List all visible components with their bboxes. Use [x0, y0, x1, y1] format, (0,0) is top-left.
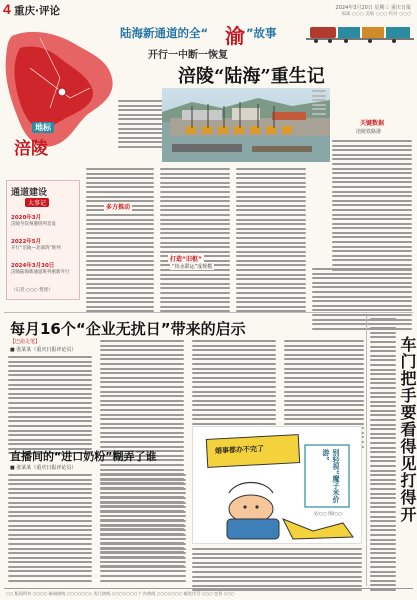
banner-title-char: 渝 — [225, 24, 245, 48]
issue-info: 2024年3月20日 星期三 重庆日报 — [335, 5, 411, 11]
section-title: 重庆·评论 — [14, 5, 60, 17]
side-column-title: 车门把手要看得见打得开 — [398, 336, 417, 523]
events-box-title: 通道建设 — [11, 188, 48, 198]
event-date: 2022年5月 — [11, 239, 42, 245]
place-label: 地标 — [32, 122, 54, 133]
cartoon-caption-title: 别轻视“魔子米价游” — [322, 449, 340, 503]
series-banner — [118, 20, 318, 46]
second-col-1 — [8, 474, 92, 584]
event-date: 2024年3月30日 — [11, 263, 55, 269]
event-text: 开行“涪陵—北部湾”班列 — [11, 246, 61, 251]
sidebar-title: 关键数据 — [360, 120, 385, 127]
feature-body-col-4 — [312, 268, 412, 332]
commentary-byline: ■ 张某某（重庆日报评论员） — [10, 347, 77, 353]
footer-rule — [4, 588, 413, 589]
section-divider — [4, 312, 413, 313]
banner-title-suffix: ”故事 — [246, 26, 277, 40]
section-heading-2: 打造“旧枢” — [170, 256, 202, 263]
cartoon-sign-text: 婚事都办不完了 — [214, 444, 265, 456]
place-badge — [10, 122, 68, 166]
side-column-divider — [366, 316, 367, 586]
commentary-headline: 每月16个“企业无扰日”带来的启示 — [10, 320, 246, 338]
sidebar-text — [332, 140, 412, 278]
section-subheading-2: “快水联运”成规模 — [172, 264, 213, 270]
feature-body-col-3 — [236, 168, 306, 315]
events-box — [6, 180, 80, 300]
train-illustration — [306, 20, 414, 48]
cartoon — [192, 426, 362, 544]
banner-title-prefix: 陆海新通道的全“ — [120, 26, 209, 40]
second-headline: 直播间的“进口奶粉”糊弄了谁 — [10, 450, 157, 463]
event-text: 涪陵陆海新通道班列重新开行 — [11, 270, 70, 275]
commentary-tag: 【巴渝走笔】 — [10, 339, 41, 345]
second-byline: ■ 张某某（重庆日报评论员） — [10, 465, 77, 471]
section-heading-1: 多方推动 — [106, 204, 131, 211]
feature-body-col-2 — [160, 168, 230, 315]
second-col-2 — [100, 474, 186, 584]
events-credit: （记者 ○○○ 整理） — [11, 288, 53, 293]
side-column-text — [370, 318, 396, 594]
masthead — [0, 0, 417, 20]
edition-tags: 编辑 ○○○ 美编 ○○○ 校对 ○○○ — [341, 12, 411, 17]
feature-kicker: 开行一中断一恢复 — [148, 50, 228, 61]
feature-body-col-1 — [86, 168, 154, 315]
cartoon-credit: 文/○○ 图/○○ — [313, 512, 343, 517]
footer-text: ○○ 版权所有 ○○○○ 新闻热线 ○○○○○○○ 发行热线 ○○○○○○○ 广告热线 ○○○○○○○ 邮发代号 ○○○ 定价 ○○○ — [6, 591, 235, 596]
event-text: 涪陵至钦州港班列首发 — [11, 222, 56, 227]
place-name: 涪陵 — [14, 139, 48, 159]
sidebar-block — [330, 88, 414, 268]
events-box-subtitle: 大事记 — [25, 198, 49, 207]
commentary-col-1 — [8, 356, 92, 457]
port-photo — [162, 88, 330, 162]
vertical-caption — [312, 90, 328, 160]
feature-headline: 涪陵“陆海”重生记 — [178, 66, 325, 87]
event-date: 2020年3月 — [11, 215, 42, 221]
sidebar-subtitle: 涪陵铁路港 — [356, 129, 382, 135]
page-number: 4 — [3, 1, 11, 17]
